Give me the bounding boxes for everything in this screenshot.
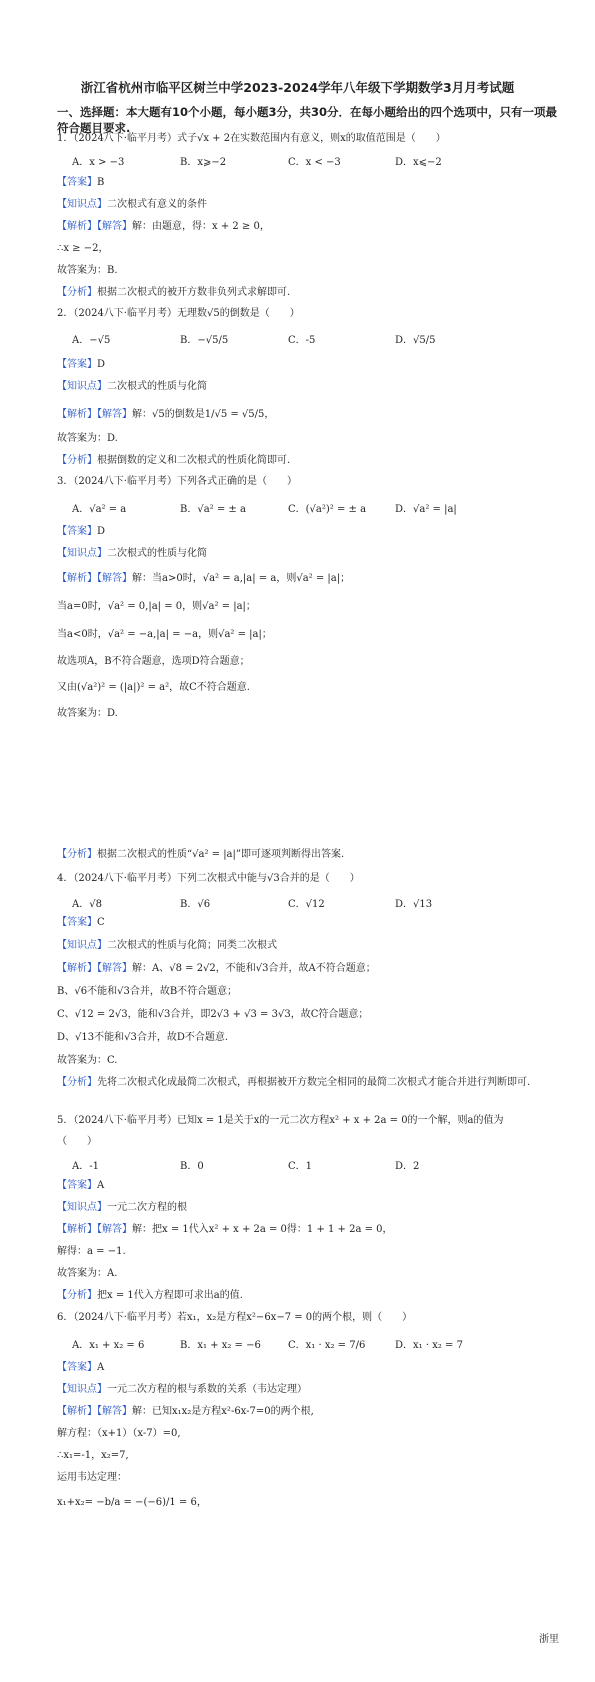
q1-answer: 【答案】B [57, 177, 105, 188]
q2-stem: 2．（2024八下·临平月考）无理数√5的倒数是（ ） [57, 308, 300, 319]
q6-analysis-3: ∴x₁=-1，x₂=7, [57, 1450, 129, 1461]
section-heading: 一、选择题：本大题有10个小题，每小题3分，共30分．在每小题给出的四个选项中，只有一项最符合题目要求. [57, 105, 558, 135]
q5-analysis-2: 解得：a = −1. [57, 1246, 126, 1257]
q2-answer: 【答案】D [57, 359, 106, 370]
q1-analysis-2: ∴x ≥ −2， [57, 243, 109, 254]
q2-summary: 【分析】根据倒数的定义和二次根式的性质化简即可. [57, 455, 291, 466]
q2-option-b: B．−√5/5 [180, 335, 229, 346]
q1-option-d: D．x⩽−2 [395, 157, 442, 168]
q6-answer: 【答案】A [57, 1362, 105, 1373]
q5-summary: 【分析】把x = 1代入方程即可求出a的值. [57, 1290, 243, 1301]
q4-option-a: A．√8 [72, 899, 102, 910]
q3-stem: 3．（2024八下·临平月考）下列各式正确的是（ ） [57, 476, 297, 487]
q2-analysis-2: 故答案为：D. [57, 433, 118, 444]
q1-option-a: A．x > −3 [72, 157, 125, 168]
q3-analysis-5: 又由(√a²)² = (|a|)² = a²，故C不符合题意. [57, 682, 250, 693]
q3-analysis-1: 【解析】【解答】解：当a>0时，√a² = a,|a| = a，则√a² = |a|； [57, 573, 351, 584]
q3-analysis-4: 故选项A，B不符合题意，选项D符合题意； [57, 656, 250, 667]
q5-option-c: C．1 [288, 1161, 313, 1172]
q1-stem: 1．（2024八下·临平月考）式子√x + 2在实数范围内有意义，则x的取值范围是（ ） [57, 133, 446, 144]
q4-summary: 【分析】先将二次根式化成最简二次根式，再根据被开方数完全相同的最简二次根式才能合并进行判断即可. [57, 1077, 531, 1088]
q1-knowledge: 【知识点】二次根式有意义的条件 [57, 199, 207, 210]
q1-analysis-1: 【解析】【解答】解：由题意，得：x + 2 ≥ 0， [57, 221, 270, 232]
page-title: 浙江省杭州市临平区树兰中学2023-2024学年八年级下学期数学3月月考试题 [80, 80, 515, 95]
q3-option-b: B．√a² = ± a [180, 504, 246, 515]
q4-knowledge: 【知识点】二次根式的性质与化简；同类二次根式 [57, 940, 277, 951]
q2-option-c: C．-5 [288, 335, 316, 346]
q3-answer: 【答案】D [57, 526, 106, 537]
q5-analysis-1: 【解析】【解答】解：把x = 1代入x² + x + 2a = 0得：1 + 1 + 2a = 0， [57, 1224, 393, 1235]
q1-summary: 【分析】根据二次根式的被开方数非负列式求解即可. [57, 287, 291, 298]
q6-option-c: C．x₁ · x₂ = 7/6 [288, 1340, 366, 1351]
q4-option-c: C．√12 [288, 899, 325, 910]
q3-analysis-6: 故答案为：D. [57, 708, 118, 719]
q6-analysis-4: 运用韦达定理： [57, 1472, 127, 1483]
q2-option-a: A．−√5 [72, 335, 111, 346]
q6-option-d: D．x₁ · x₂ = 7 [395, 1340, 463, 1351]
q3-option-c: C．(√a²)² = ± a [288, 504, 367, 515]
q4-analysis-1: 【解析】【解答】解：A、√8 = 2√2，不能和√3合并，故A不符合题意； [57, 963, 376, 974]
q4-answer: 【答案】C [57, 917, 105, 928]
q4-analysis-4: D、√13不能和√3合并，故D不合题意. [57, 1032, 229, 1043]
q4-analysis-2: B、√6不能和√3合并，故B不符合题意； [57, 986, 238, 997]
q4-stem: 4．（2024八下·临平月考）下列二次根式中能与√3合并的是（ ） [57, 873, 360, 884]
page-footer: 浙里 [539, 1634, 559, 1645]
q2-analysis-1: 【解析】【解答】解：√5的倒数是1/√5 = √5/5， [57, 409, 275, 420]
q2-option-d: D．√5/5 [395, 335, 436, 346]
q5-option-b: B．0 [180, 1161, 204, 1172]
q5-answer: 【答案】A [57, 1180, 105, 1191]
q5-option-a: A．-1 [72, 1161, 99, 1172]
q3-analysis-3: 当a<0时，√a² = −a,|a| = −a，则√a² = |a|； [57, 629, 272, 640]
q1-analysis-3: 故答案为：B. [57, 265, 118, 276]
q3-option-a: A．√a² = a [72, 504, 127, 515]
q3-knowledge: 【知识点】二次根式的性质与化简 [57, 548, 207, 559]
q6-option-a: A．x₁ + x₂ = 6 [72, 1340, 145, 1351]
q5-analysis-3: 故答案为：A. [57, 1268, 118, 1279]
q6-stem: 6．（2024八下·临平月考）若x₁，x₂是方程x²−6x−7 = 0的两个根，则（ ） [57, 1312, 413, 1323]
q3-summary: 【分析】根据二次根式的性质“√a² = |a|”即可逐项判断得出答案. [57, 849, 345, 860]
q4-analysis-5: 故答案为：C. [57, 1055, 118, 1066]
q6-knowledge: 【知识点】一元二次方程的根与系数的关系（韦达定理） [57, 1384, 307, 1395]
q1-option-b: B．x⩾−2 [180, 157, 227, 168]
q3-option-d: D．√a² = |a| [395, 504, 457, 515]
q4-option-d: D．√13 [395, 899, 433, 910]
q5-stem: 5．（2024八下·临平月考）已知x = 1是关于x的一元二次方程x² + x + 2a = 0的一个解，则a的值为（ ） [57, 1115, 504, 1147]
q6-analysis-2: 解方程：（x+1）（x-7）=0, [57, 1428, 181, 1439]
q5-option-d: D．2 [395, 1161, 420, 1172]
q2-knowledge: 【知识点】二次根式的性质与化简 [57, 381, 207, 392]
q4-option-b: B．√6 [180, 899, 211, 910]
q1-option-c: C．x < −3 [288, 157, 341, 168]
q6-option-b: B．x₁ + x₂ = −6 [180, 1340, 261, 1351]
q5-knowledge: 【知识点】一元二次方程的根 [57, 1202, 187, 1213]
q3-analysis-2: 当a=0时，√a² = 0,|a| = 0，则√a² = |a|； [57, 601, 256, 612]
q6-analysis-1: 【解析】【解答】解：已知x₁x₂是方程x²-6x-7=0的两个根, [57, 1406, 314, 1417]
q6-analysis-5: x₁+x₂= −b/a = −(−6)/1 = 6， [57, 1497, 207, 1508]
q4-analysis-3: C、√12 = 2√3，能和√3合并，即2√3 + √3 = 3√3，故C符合题意； [57, 1009, 369, 1020]
